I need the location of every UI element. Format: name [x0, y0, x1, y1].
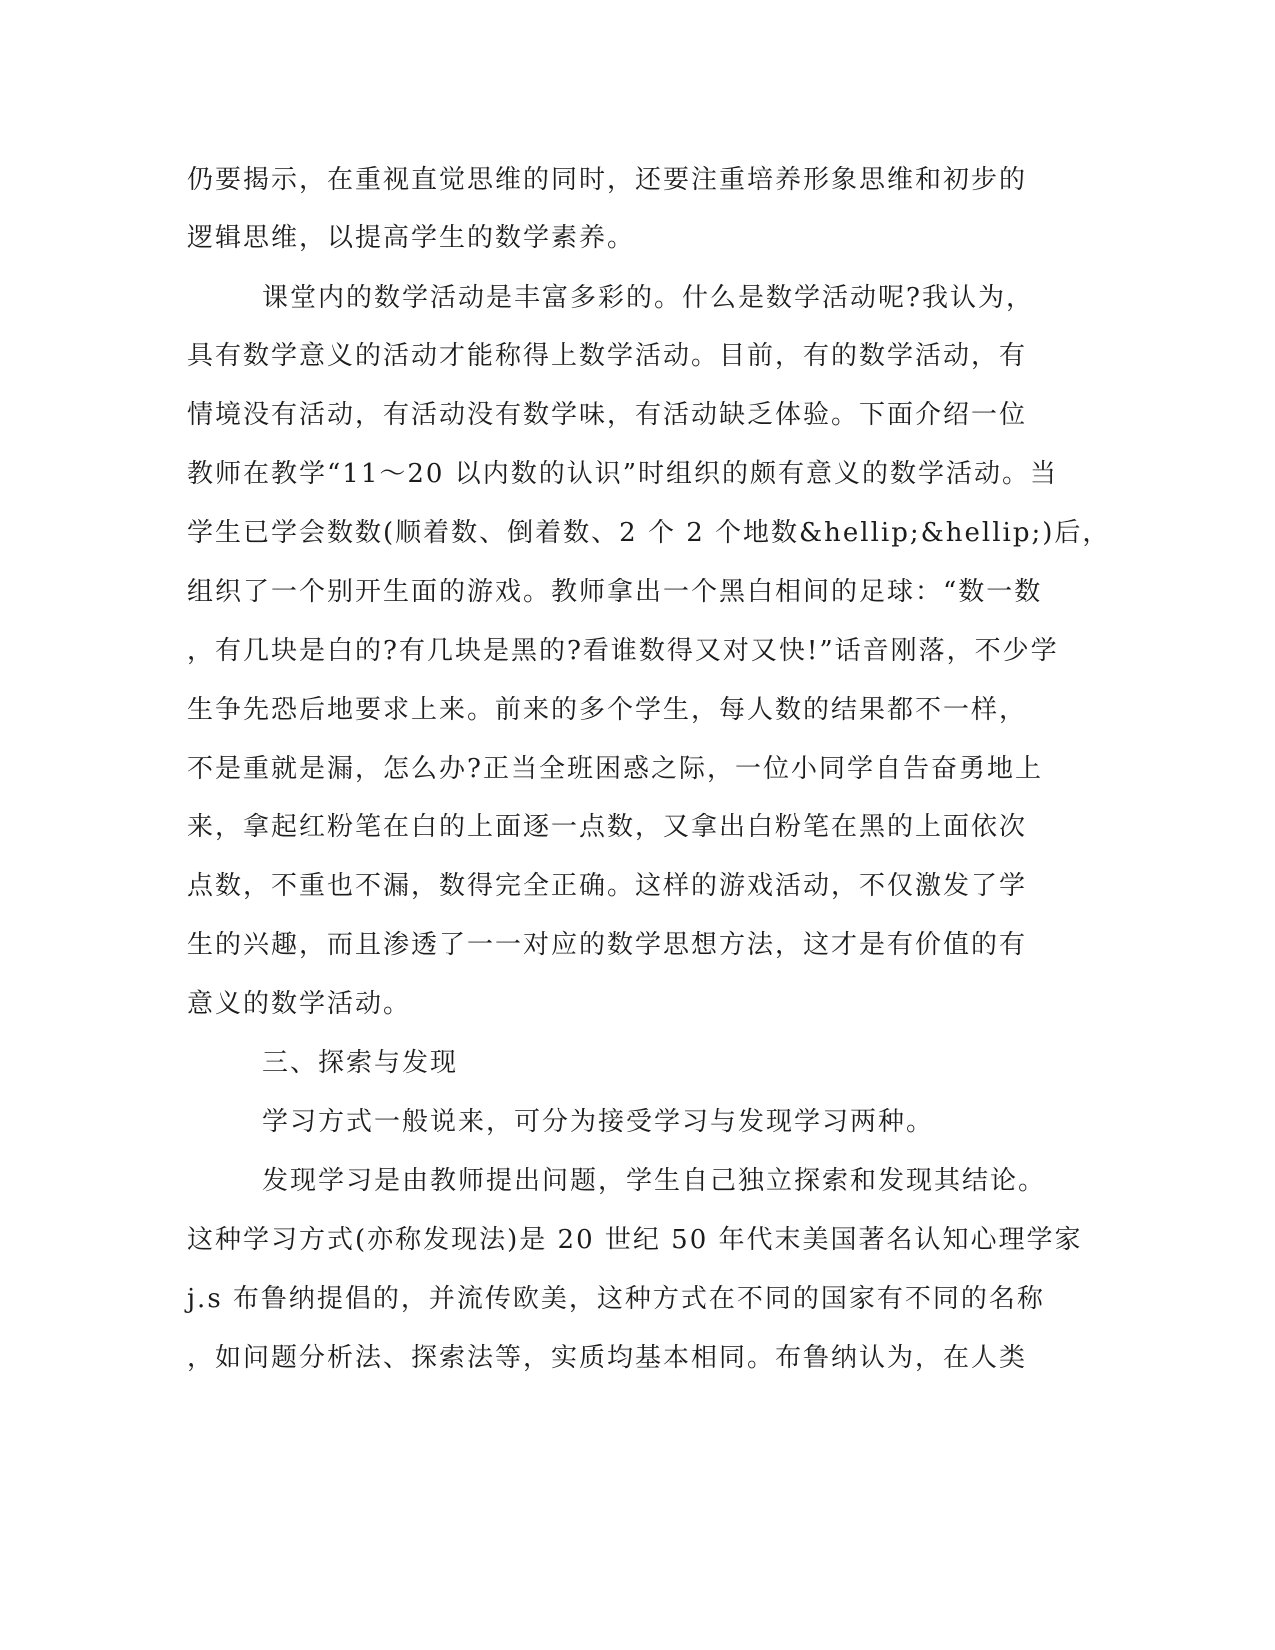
text-line: 不是重就是漏，怎么办?正当全班困惑之际，一位小同学自告奋勇地上: [187, 754, 1043, 784]
text-line: ，如问题分析法、探索法等，实质均基本相同。布鲁纳认为，在人类: [187, 1343, 1028, 1373]
text-line: 教师在教学“11～20 以内数的认识”时组织的颇有意义的数学活动。当: [187, 459, 1059, 489]
text-line: 具有数学意义的活动才能称得上数学活动。目前，有的数学活动，有: [187, 341, 1028, 371]
text-line: ，有几块是白的?有几块是黑的?看谁数得又对又快!”话音刚落，不少学: [187, 636, 1059, 666]
text-line: 意义的数学活动。: [187, 989, 412, 1019]
text-line: 来，拿起红粉笔在白的上面逐一点数，又拿出白粉笔在黑的上面依次: [187, 812, 1028, 842]
section-heading: 三、探索与发现: [262, 1048, 459, 1078]
text-line: j.s 布鲁纳提倡的，并流传欧美，这种方式在不同的国家有不同的名称: [187, 1284, 1045, 1314]
text-line: 生的兴趣，而且渗透了一一对应的数学思想方法，这才是有价值的有: [187, 930, 1028, 960]
text-line: 仍要揭示，在重视直觉思维的同时，还要注重培养形象思维和初步的: [187, 165, 1028, 195]
paragraph-start-line: 课堂内的数学活动是丰富多彩的。什么是数学活动呢?我认为，: [262, 283, 1034, 313]
text-line: 学生已学会数数(顺着数、倒着数、2 个 2 个地数&hellip;&hellip;)后，: [187, 518, 1111, 548]
text-line: 生争先恐后地要求上来。前来的多个学生，每人数的结果都不一样，: [187, 695, 1028, 725]
text-line: 组织了一个别开生面的游戏。教师拿出一个黑白相间的足球：“数一数: [187, 577, 1043, 607]
text-line: 这种学习方式(亦称发现法)是 20 世纪 50 年代末美国著名认知心理学家: [187, 1225, 1083, 1255]
text-line: 点数，不重也不漏，数得完全正确。这样的游戏活动，不仅激发了学: [187, 871, 1028, 901]
paragraph-start-line: 发现学习是由教师提出问题，学生自己独立探索和发现其结论。: [262, 1166, 1047, 1196]
paragraph-start-line: 学习方式一般说来，可分为接受学习与发现学习两种。: [262, 1107, 935, 1137]
text-line: 逻辑思维，以提高学生的数学素养。: [187, 223, 636, 253]
text-line: 情境没有活动，有活动没有数学味，有活动缺乏体验。下面介绍一位: [187, 400, 1028, 430]
